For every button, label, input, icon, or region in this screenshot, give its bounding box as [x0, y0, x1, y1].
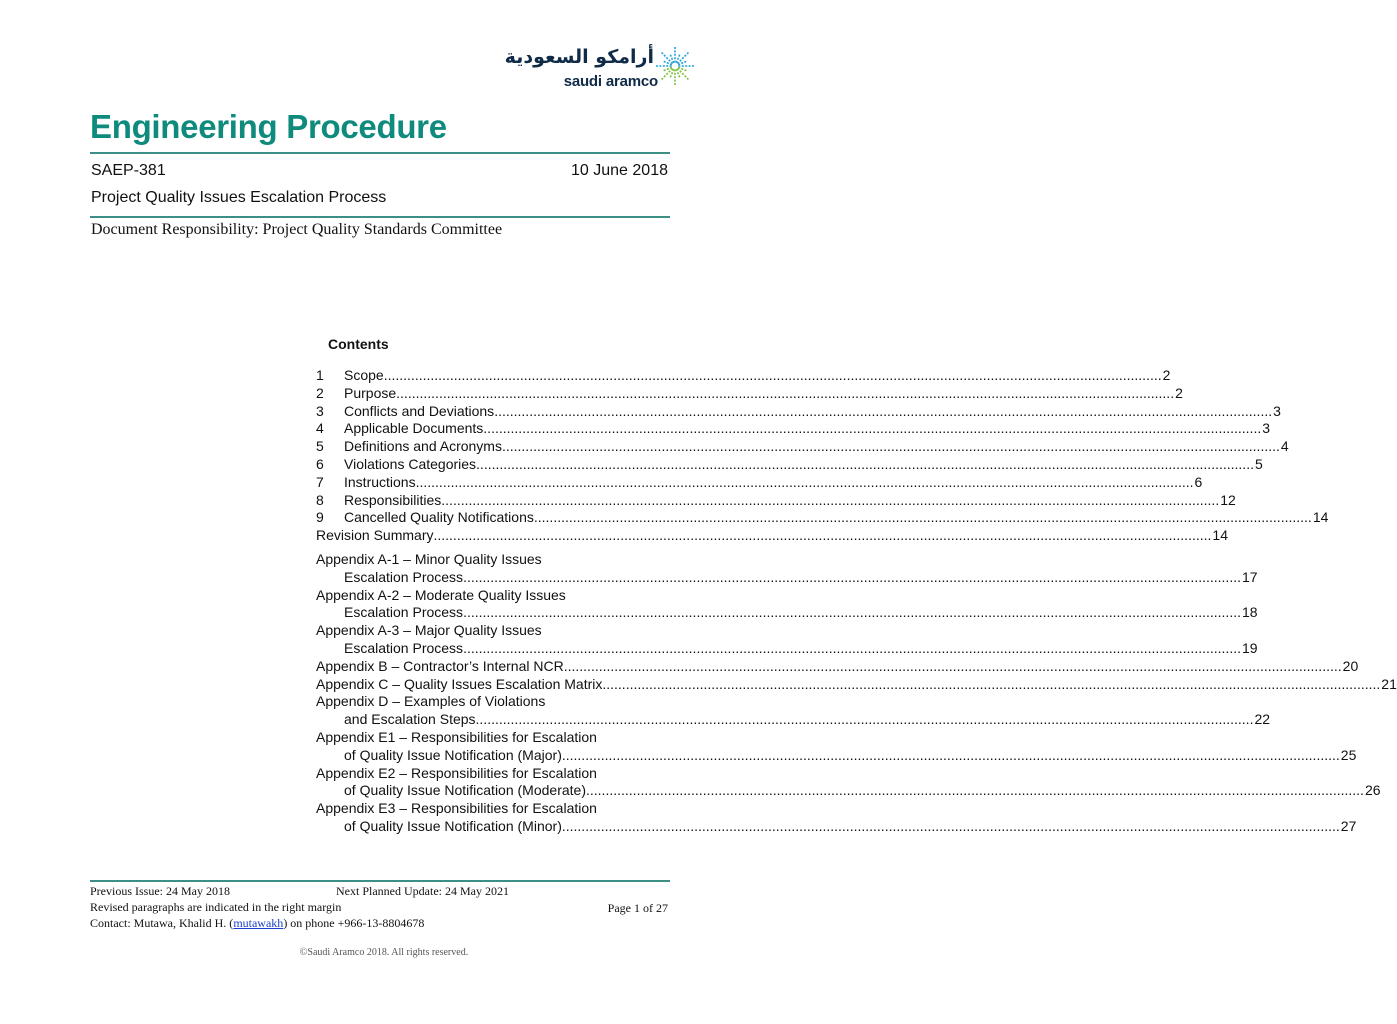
toc-page-number: 3 [1262, 420, 1271, 437]
toc-appendix-title: Appendix D – Examples of Violations [316, 693, 546, 710]
toc-leader-line [344, 455, 1263, 473]
document-responsibility: Document Responsibility: Project Quality Standards Committee [91, 221, 503, 238]
toc-leader-line [316, 526, 1228, 544]
toc-appendix-heading [316, 621, 668, 639]
toc-dot-leader: ........................................................................................................................................................................................................ [494, 402, 1273, 419]
toc-appendix-heading [316, 728, 668, 746]
toc-label: Appendix B – Contractor’s Internal NCR [316, 657, 564, 674]
toc-item[interactable] [316, 491, 1236, 509]
toc-page-number: 3 [1273, 402, 1281, 419]
document-date: 10 June 2018 [571, 162, 668, 179]
toc-dot-leader: ........................................................................................................................................................................................................ [561, 818, 1340, 834]
toc-page-number: 22 [1254, 711, 1271, 728]
toc-page-number: 12 [1220, 491, 1236, 508]
toc-dot-leader: ........................................................................................................................................................................................................ [441, 491, 1220, 508]
toc-label: of Quality Issue Notification (Minor) [344, 818, 562, 834]
aramco-star-icon [654, 40, 696, 98]
toc-appendix-title: Appendix A-3 – Major Quality Issues [316, 622, 542, 639]
toc-appendix-title: Appendix A-1 – Minor Quality Issues [316, 551, 542, 567]
toc-appendix-heading [316, 692, 668, 710]
toc-dot-leader: ........................................................................................................................................................................................................ [396, 384, 1175, 401]
toc-label: Violations Categories [344, 456, 477, 472]
toc-label: and Escalation Steps [344, 711, 476, 728]
toc-number: 1 [316, 367, 324, 383]
toc-label: of Quality Issue Notification (Major) [344, 746, 562, 763]
toc-leader-line [344, 402, 1281, 420]
toc-dot-leader: ........................................................................................................................................................................................................ [563, 657, 1342, 674]
toc-appendix-item[interactable] [316, 603, 1258, 621]
toc-leader-line [344, 437, 1289, 455]
toc-page-number: 20 [1342, 657, 1359, 674]
contact-prefix: Contact: Mutawa, Khalid H. ( [90, 916, 234, 930]
toc-leader-line [344, 817, 1357, 835]
toc-label: Responsibilities [344, 491, 442, 508]
toc-page-number: 26 [1364, 782, 1381, 799]
toc-label: of Quality Issue Notification (Moderate) [344, 782, 586, 799]
subtitle-divider [90, 216, 670, 218]
toc-label: Cancelled Quality Notifications [344, 509, 534, 526]
toc-label: Escalation Process [344, 604, 464, 621]
toc-leader-line [344, 491, 1236, 509]
toc-item[interactable] [316, 508, 1329, 526]
toc-appendix-heading [316, 764, 668, 782]
toc-number: 4 [316, 420, 324, 437]
toc-leader-line [344, 508, 1329, 526]
toc-number: 6 [316, 456, 324, 472]
toc-dot-leader: ........................................................................................................................................................................................................ [483, 420, 1262, 437]
toc-item[interactable] [316, 384, 1183, 402]
toc-page-number: 14 [1212, 527, 1228, 544]
toc-page-number: 19 [1242, 640, 1258, 656]
toc-item[interactable] [316, 366, 1171, 384]
toc-leader-line [344, 639, 1258, 657]
toc-label: Instructions [344, 473, 416, 490]
previous-issue: Previous Issue: 24 May 2018 [90, 884, 230, 898]
toc-item[interactable] [316, 473, 1203, 491]
toc-dot-leader: ........................................................................................................................................................................................................ [501, 438, 1280, 455]
toc-page-number: 25 [1340, 746, 1357, 763]
toc-page-number: 17 [1242, 568, 1258, 585]
toc-page-number: 18 [1242, 604, 1258, 621]
footer-divider [90, 880, 670, 882]
toc-item[interactable] [316, 402, 1281, 420]
toc-appendix-item[interactable] [316, 568, 1258, 586]
toc-item[interactable] [316, 437, 1289, 455]
toc-leader-line [344, 366, 1171, 384]
toc-appendix-item[interactable] [316, 710, 1271, 728]
toc-dot-leader: ........................................................................................................................................................................................................ [475, 711, 1254, 728]
toc-dot-leader: ........................................................................................................................................................................................................ [602, 675, 1381, 692]
toc-appendix-item[interactable] [316, 657, 1359, 675]
toc-label: Definitions and Acronyms [344, 438, 502, 455]
logo-latin-text: saudi aramco [563, 73, 658, 90]
document-id: SAEP-381 [91, 162, 166, 179]
toc-leader-line [316, 675, 1397, 693]
toc-appendix-title: Appendix E1 – Responsibilities for Escalation [316, 729, 597, 745]
toc-appendix-item[interactable] [316, 781, 1381, 799]
contact-email-link[interactable]: mutawakh [233, 916, 284, 930]
toc-appendix-heading [316, 586, 668, 604]
toc-dot-leader: ........................................................................................................................................................................................................ [561, 746, 1340, 763]
toc-number: 5 [316, 438, 324, 455]
toc-appendix-title: Appendix A-2 – Moderate Quality Issues [316, 586, 566, 603]
toc-number: 7 [316, 473, 324, 490]
revised-paragraphs-note: Revised paragraphs are indicated in the right margin [90, 900, 342, 914]
toc-item[interactable] [316, 455, 1263, 473]
toc-number: 9 [316, 509, 324, 526]
page-number: Page 1 of 27 [607, 901, 668, 915]
toc-label: Appendix C – Quality Issues Escalation Matrix [316, 675, 603, 692]
toc-leader-line [344, 746, 1357, 764]
toc-leader-line [344, 781, 1381, 799]
toc-appendix-item[interactable] [316, 817, 1357, 835]
document-subtitle: Project Quality Issues Escalation Process [91, 189, 387, 206]
toc-page-number: 4 [1280, 438, 1289, 455]
toc-appendix-item[interactable] [316, 746, 1357, 764]
toc-appendix-item[interactable] [316, 675, 1397, 693]
toc-dot-leader: ........................................................................................................................................................................................................ [586, 782, 1364, 799]
toc-label: Escalation Process [344, 568, 464, 585]
toc-label: Scope [344, 367, 384, 383]
toc-leader-line [344, 473, 1203, 491]
toc-dot-leader: ........................................................................................................................................................................................................ [476, 456, 1254, 472]
toc-dot-leader: ........................................................................................................................................................................................................ [463, 640, 1241, 656]
toc-page-number: 5 [1254, 456, 1263, 472]
toc-leader-line [316, 657, 1359, 675]
toc-leader-line [344, 419, 1271, 437]
toc-page-number: 21 [1381, 675, 1397, 692]
toc-revision-summary[interactable] [316, 526, 1228, 544]
logo-arabic-text: أرامكو السعودية [504, 46, 654, 68]
toc-number: 8 [316, 491, 324, 508]
contents-heading: Contents [328, 336, 389, 352]
contact-suffix: ) on phone +966-13-8804678 [283, 916, 425, 930]
contact-line [90, 916, 424, 930]
toc-page-number: 27 [1340, 818, 1357, 834]
toc-dot-leader: ........................................................................................................................................................................................................ [533, 509, 1312, 526]
toc-label: Applicable Documents [344, 420, 484, 437]
toc-page-number: 2 [1175, 384, 1183, 401]
toc-appendix-title: Appendix E3 – Responsibilities for Escalation [316, 800, 597, 817]
toc-number: 3 [316, 402, 324, 419]
copyright-notice: ©Saudi Aramco 2018. All rights reserved. [299, 947, 469, 958]
toc-dot-leader: ........................................................................................................................................................................................................ [415, 473, 1194, 490]
toc-page-number: 6 [1194, 473, 1203, 490]
toc-dot-leader: ........................................................................................................................................................................................................ [383, 367, 1162, 383]
toc-number: 2 [316, 384, 324, 401]
toc-appendix-item[interactable] [316, 639, 1258, 657]
toc-leader-line [344, 384, 1183, 402]
header-divider [90, 152, 670, 154]
toc-page-number: 14 [1312, 509, 1329, 526]
document-title: Engineering Procedure [90, 108, 447, 145]
toc-dot-leader: ........................................................................................................................................................................................................ [463, 604, 1241, 621]
toc-label: Escalation Process [344, 640, 464, 656]
toc-appendix-heading [316, 799, 668, 817]
saudi-aramco-logo [504, 38, 690, 98]
toc-leader-line [344, 603, 1258, 621]
toc-page-number: 2 [1162, 367, 1171, 383]
toc-dot-leader: ........................................................................................................................................................................................................ [433, 527, 1212, 544]
toc-label: Conflicts and Deviations [344, 402, 495, 419]
next-planned-update: Next Planned Update: 24 May 2021 [336, 884, 509, 898]
toc-item[interactable] [316, 419, 1271, 437]
toc-dot-leader: ........................................................................................................................................................................................................ [463, 568, 1241, 585]
toc-appendix-heading [316, 550, 668, 568]
toc-label: Revision Summary [316, 527, 434, 544]
toc-label: Purpose [344, 384, 397, 401]
toc-appendix-title: Appendix E2 – Responsibilities for Escalation [316, 764, 597, 781]
toc-leader-line [344, 568, 1258, 586]
toc-leader-line [344, 710, 1271, 728]
